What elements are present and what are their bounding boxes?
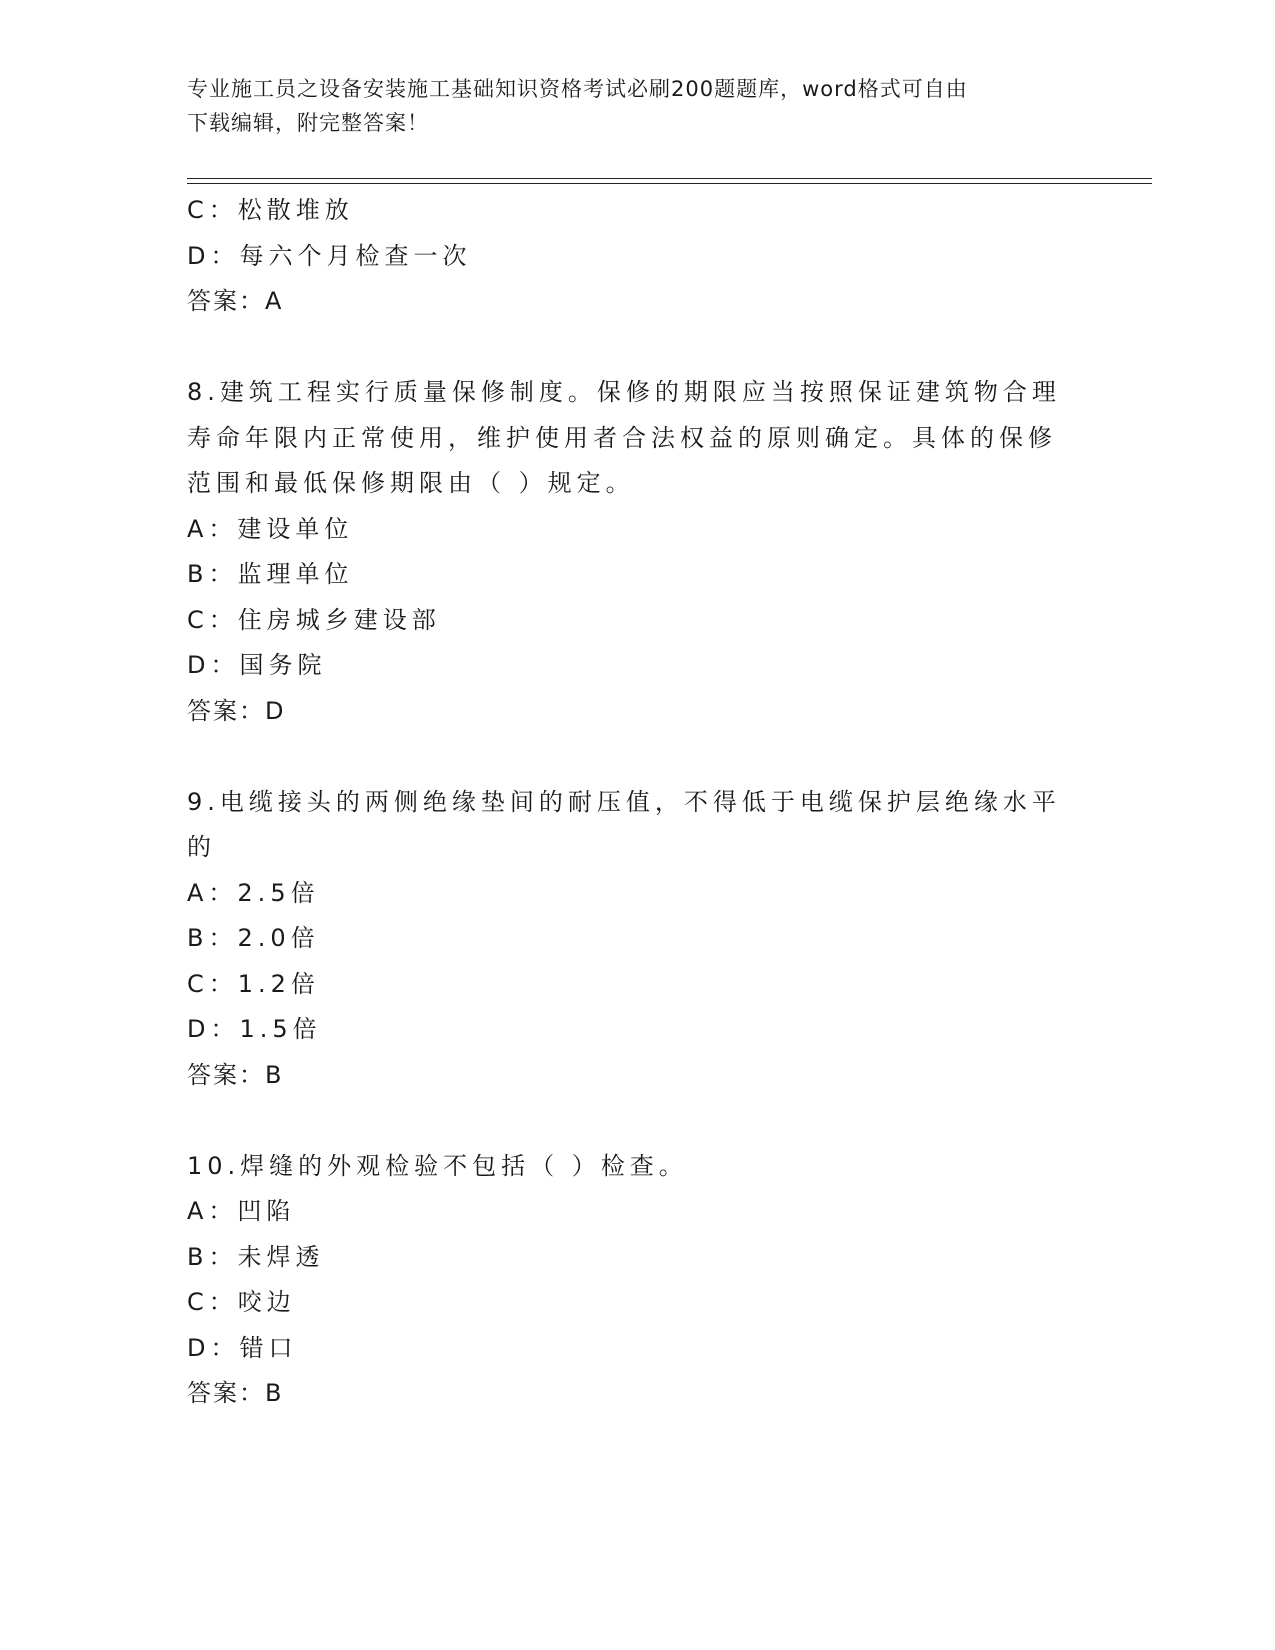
header-divider-top — [187, 178, 1152, 179]
option-c: C：住房城乡建设部 — [187, 605, 441, 634]
option-d: D：1.5倍 — [187, 1015, 322, 1043]
answer: 答案：B — [187, 1379, 284, 1407]
option-c: C：松散堆放 — [187, 196, 354, 224]
question-text-line: 寿命年限内正常使用，维护使用者合法权益的原则确定。具体的保修 — [187, 423, 1057, 452]
option-d: D：每六个月检查一次 — [187, 241, 472, 270]
option-b: B：监理单位 — [187, 560, 354, 588]
option-a: A：2.5倍 — [187, 878, 320, 907]
header-line-2: 下载编辑，附完整答案！ — [187, 111, 429, 135]
option-a: A：建设单位 — [187, 514, 354, 543]
question-text-line: 9.电缆接头的两侧绝缘垫间的耐压值，不得低于电缆保护层绝缘水平 — [187, 787, 1061, 816]
spacer — [187, 325, 1087, 371]
option-d: D：错口 — [187, 1333, 298, 1362]
spacer — [187, 734, 1087, 780]
question-text-line: 10.焊缝的外观检验不包括（ ）检查。 — [187, 1151, 688, 1180]
carryover-block — [187, 188, 1087, 325]
answer: 答案：A — [187, 287, 284, 315]
question-9 — [187, 780, 1087, 1099]
document-header — [187, 72, 1087, 140]
header-line-1: 专业施工员之设备安装施工基础知识资格考试必刷200题题库，word格式可自由 — [187, 77, 968, 101]
question-list — [187, 188, 1087, 1417]
option-c: C：咬边 — [187, 1288, 296, 1316]
question-text-line: 的 — [187, 833, 216, 861]
option-b: B：未焊透 — [187, 1242, 325, 1271]
question-text-line: 范围和最低保修期限由（ ）规定。 — [187, 469, 635, 497]
option-a: A：凹陷 — [187, 1197, 296, 1225]
option-b: B：2.0倍 — [187, 924, 320, 952]
answer: 答案：D — [187, 696, 286, 725]
option-d: D：国务院 — [187, 651, 327, 679]
question-text-line: 8.建筑工程实行质量保修制度。保修的期限应当按照保证建筑物合理 — [187, 378, 1061, 406]
spacer — [187, 1098, 1087, 1144]
answer: 答案：B — [187, 1060, 284, 1089]
option-c: C：1.2倍 — [187, 969, 320, 998]
question-10 — [187, 1144, 1087, 1417]
header-divider-bottom — [187, 183, 1152, 184]
question-8 — [187, 370, 1087, 734]
